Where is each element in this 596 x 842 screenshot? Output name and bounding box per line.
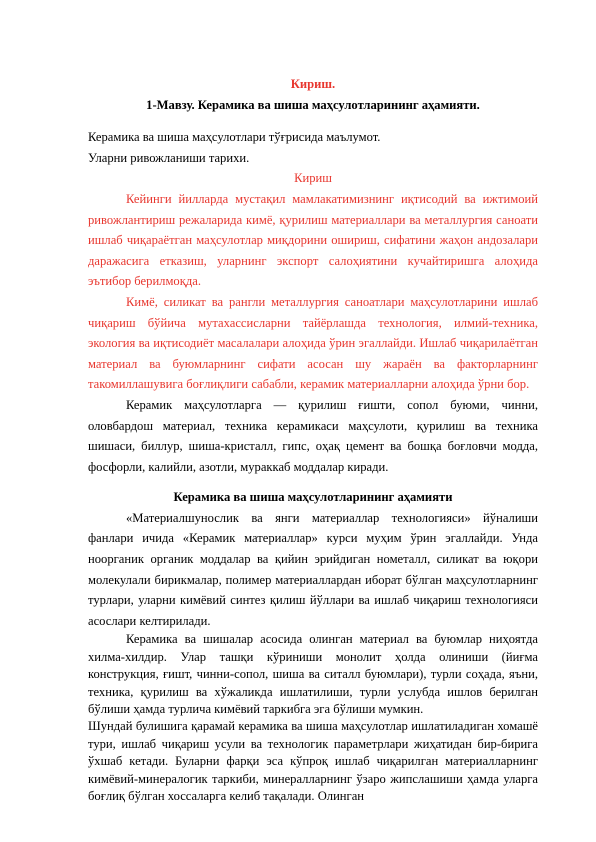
spacer — [88, 115, 538, 127]
intro-heading: Кириш. — [290, 77, 336, 91]
paragraph-red-2: Кимё, силикат ва рангли металлургия саноатлари маҳсулотларини ишлаб чиқариш бўйича мутахассисларни тайёрлашда технология, илмий-техника, экология ва иқтисодиёт масалалари алоҳида ўрин эгаллайди. Ишлаб чиқарилаётган материал ва буюмларнинг сифати асосан шу жараён ва факторларнинг такомиллашувига боғлиқлиги сабабли, керамик материалларни алоҳида ўрни бор. — [88, 294, 538, 392]
spacer — [88, 477, 538, 487]
document-body — [88, 74, 538, 806]
paragraph-4: «Материалшунослик ва янги материаллар технологияси» йўналиши фанлари ичида «Керамик материаллар» курси муҳим ўрин эгаллайди. Унда ноорганик органик моддалар ва қийин эрийдиган нометалл, силикат ва юқори молекулали бирикмалар, полимер материаллардан иборат бўлган маҳсулотларнинг турлари, уларни кимёвий синтез қилиш йўллари ва ишлаб чиқариш технологияси асослари келтирилади. — [88, 510, 538, 628]
section-heading: Керамика ва шиша маҳсулотларининг аҳамияти — [173, 490, 453, 505]
info-line-1: Керамика ва шиша маҳсулотлари тўғрисида маълумот. — [88, 130, 381, 145]
paragraph-red-1: Кейинги йилларда мустақил мамлакатимизнинг иқтисодий ва ижтимоий ривожлантириш режаларида кимё, қурилиш материаллари ва металлургия саноати ишлаб чиқараётган маҳсулотлар миқдорини ошириш, сифатини жаҳон андозалари даражасига етказиш, уларнинг экспорт салоҳиятини кучайтиришга алоҳида эътибор берилмоқда. — [88, 191, 538, 289]
paragraph-3: Керамик маҳсулотларга — қурилиш ғишти, сопол буюми, чинни, оловбардош материал, техника керамикаси маҳсулоти, қурилиш ва техника шишаси, биллур, шиша-кристалл, гипс, оҳақ цемент ва бошқа боғловчи модда, фосфорли, калийли, азотли, мураккаб моддалар киради. — [88, 397, 538, 474]
info-line-2: Уларни ривожланиши тарихи. — [88, 150, 250, 165]
paragraph-5: Керамика ва шишалар асосида олинган материал ва буюмлар ниҳоятда хилма-хилдир. Улар ташқи кўриниши монолит ҳолда олиниши (йиғма конструкция, ғишт, чинни-сопол, шиша ва ситалл буюмлари), турли соҳада, яъни, техника, қурилиш ва хўжаликда ишлатилиши, турли услубда ишлов берилган бўлиши ҳамда турлича кимёвий таркибга эга бўлиши мумкин. — [88, 632, 538, 717]
topic-title: 1-Мавзу. Керамика ва шиша маҳсулотларининг аҳамияти. — [146, 97, 480, 112]
paragraph-6: Шундай булишига қарамай керамика ва шиша маҳсулотлар ишлатиладиган хомашё тури, ишлаб чиқариш усули ва технологик параметрлари жиҳатидан бир-бирига ўхшаб кетади. Буларни фарқи эса кўпроқ ишлаб чиқарилган материалларнинг кимёвий-минералогик таркиби, минералларнинг ўзаро жипслашиши ҳамда уларга боғлиқ бўлган хоссаларга келиб тақалади. Олинган — [88, 719, 538, 804]
intro-subheading: Кириш — [294, 171, 332, 186]
